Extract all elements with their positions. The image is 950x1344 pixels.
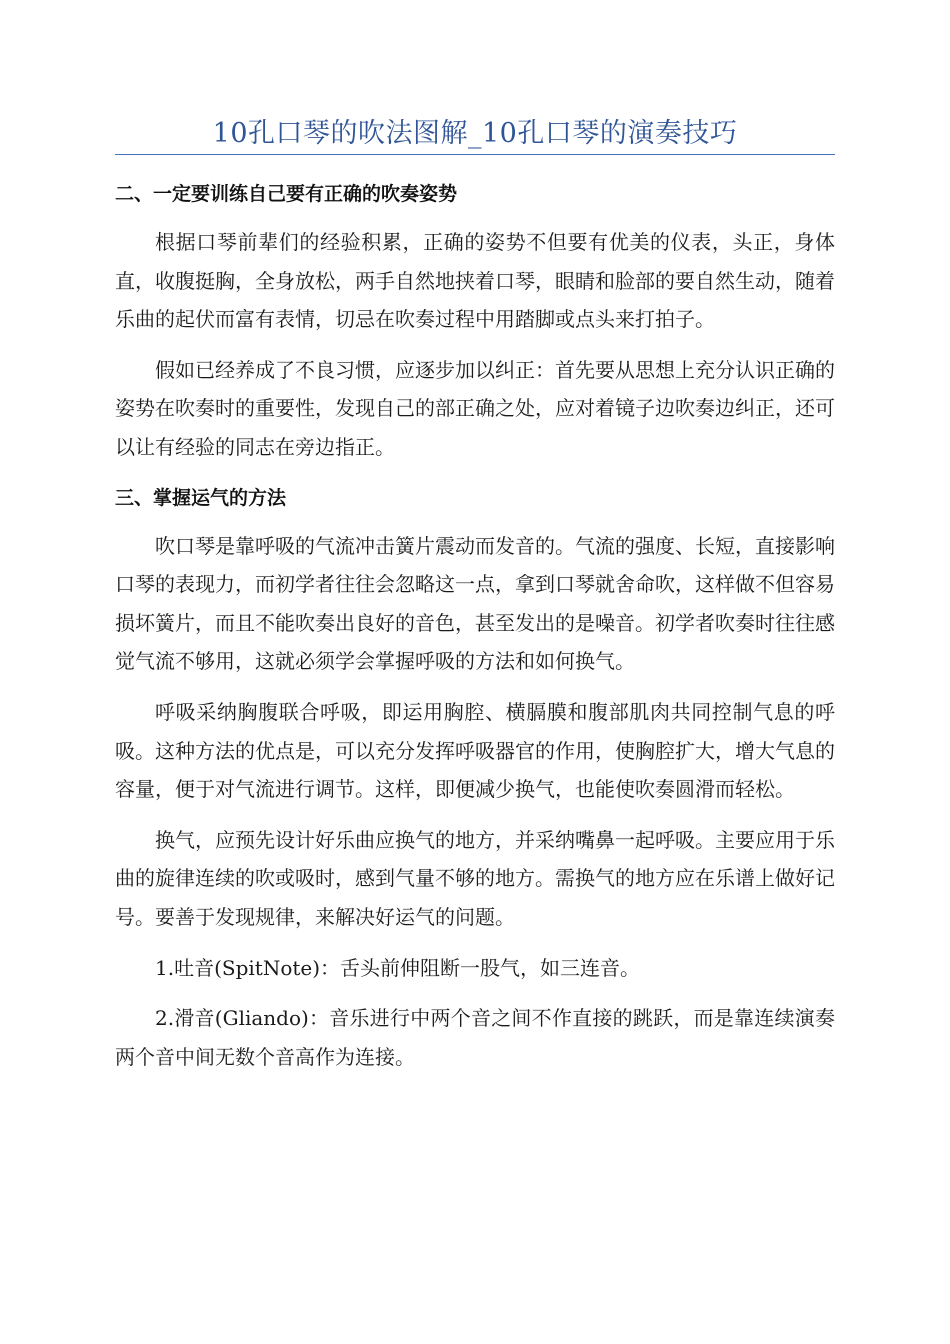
paragraph-posture-2: 假如已经养成了不良习惯，应逐步加以纠正：首先要从思想上充分认识正确的姿势在吹奏时的重要性，发现自己的部正确之处，应对着镜子边吹奏边纠正，还可以让有经验的同志在旁边指正。 (115, 357, 835, 459)
paragraph-spit-note: 1.吐音(SpitNote)：舌头前伸阻断一股气，如三连音。 (155, 955, 641, 980)
paragraph-gliando: 2.滑音(Gliando)：音乐进行中两个音之间不作直接的跳跃，而是靠连续演奏两个音中间无数个音高作为连接。 (115, 1006, 835, 1069)
document-title: 10孔口琴的吹法图解_10孔口琴的演奏技巧 (212, 118, 738, 149)
section-heading-posture: 二、一定要训练自己要有正确的吹奏姿势 (115, 183, 458, 205)
paragraph-breathing-1: 吹口琴是靠呼吸的气流冲击簧片震动而发音的。气流的强度、长短，直接影响口琴的表现力，而初学者往往会忽略这一点，拿到口琴就舍命吹，这样做不但容易损坏簧片，而且不能吹奏出良好的音色，甚至发出的是噪音。初学者吹奏时往往感觉气流不够用，这就必须学会掌握呼吸的方法和如何换气。 (115, 533, 835, 674)
document-body (115, 175, 835, 1076)
paragraph-breathing-2: 呼吸采纳胸腹联合呼吸，即运用胸腔、横膈膜和腹部肌肉共同控制气息的呼吸。这种方法的优点是，可以充分发挥呼吸器官的作用，使胸腔扩大，增大气息的容量，便于对气流进行调节。这样，即便减少换气，也能使吹奏圆滑而轻松。 (115, 699, 835, 802)
paragraph-posture-1: 根据口琴前辈们的经验积累，正确的姿势不但要有优美的仪表，头正，身体直，收腹挺胸，全身放松，两手自然地挟着口琴，眼睛和脸部的要自然生动，随着乐曲的起伏而富有表情，切忌在吹奏过程中用踏脚或点头来打拍子。 (115, 230, 835, 332)
paragraph-breathing-3: 换气，应预先设计好乐曲应换气的地方，并采纳嘴鼻一起呼吸。主要应用于乐曲的旋律连续的吹或吸时，感到气量不够的地方。需换气的地方应在乐谱上做好记号。要善于发现规律，来解决好运气的问题。 (115, 827, 835, 929)
section-heading-breathing: 三、掌握运气的方法 (115, 486, 287, 509)
title-underline (115, 154, 835, 155)
